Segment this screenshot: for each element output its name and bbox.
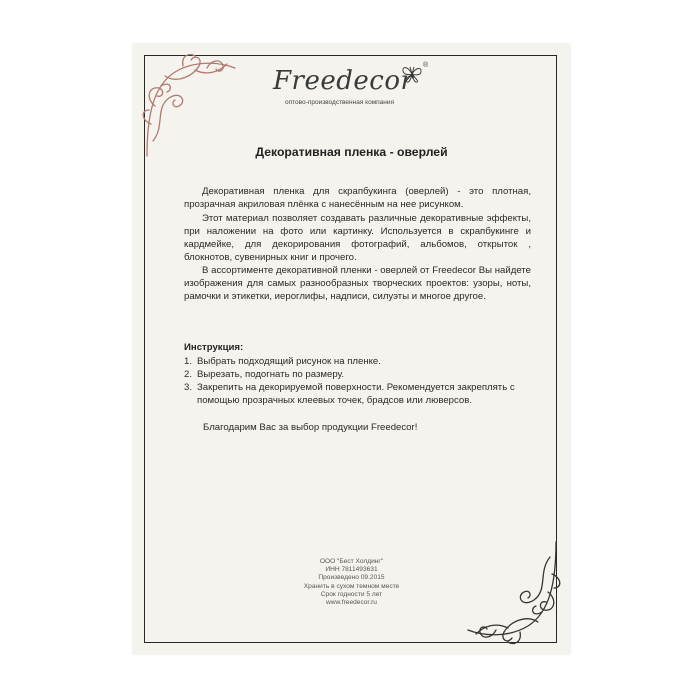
logo-tagline: оптово-производственная компания bbox=[285, 99, 395, 106]
step-number: 3. bbox=[184, 382, 193, 393]
instruction-step bbox=[184, 355, 544, 368]
leaflet-sheet bbox=[133, 44, 570, 654]
description-paragraph bbox=[184, 212, 531, 264]
thank-you-note: Благодарим Вас за выбор продукции Freedecor! bbox=[203, 422, 418, 433]
instruction-step bbox=[184, 368, 544, 381]
description-paragraph bbox=[184, 185, 531, 211]
registered-mark: ® bbox=[423, 62, 429, 69]
brand-logo bbox=[273, 62, 443, 114]
step-text: Вырезать, подогнать по размеру. bbox=[197, 369, 345, 380]
step-number: 2. bbox=[184, 369, 193, 380]
description-paragraph bbox=[184, 264, 531, 303]
tax-id: ИНН 7811493631 bbox=[325, 566, 378, 574]
production-date: Произведено 09.2015 bbox=[318, 574, 385, 582]
instructions-heading: Инструкция: bbox=[184, 342, 244, 353]
page-title: Декоративная пленка - оверлей bbox=[255, 145, 448, 159]
website: www.freedecor.ru bbox=[326, 599, 377, 607]
paragraph-text: В ассортименте декоративной пленки - оверлей от Freedecor Вы найдете изображения для самых разнообразных творческих проектов: узоры, ноты, рамочки и этикетки, иероглифы, надписи, силуэты и многое другое. bbox=[184, 265, 531, 302]
step-text: Выбрать подходящий рисунок на пленке. bbox=[197, 356, 381, 367]
butterfly-icon bbox=[401, 64, 423, 84]
storage-note: Хранить в сухом темном месте bbox=[303, 582, 400, 590]
step-number: 1. bbox=[184, 356, 193, 367]
company-name: ООО "Бест Холдинг" bbox=[319, 558, 384, 565]
paragraph-text: Этот материал позволяет создавать различные декоративные эффекты, при наложении на фото или картинку. Используется в скрапбукинге и кардмейке, для декорирования фотографий, альбомов, открыток , блокнотов, сувенирных книг и прочего. bbox=[184, 213, 531, 263]
step-text: Закрепить на декорируемой поверхности. Рекомендуется закреплять с помощью прозрачных клеевых точек, брадсов или люверсов. bbox=[197, 382, 515, 406]
manufacturer-info bbox=[133, 558, 570, 607]
logo-wordmark: Freedecor bbox=[273, 66, 414, 96]
instruction-step bbox=[184, 381, 544, 407]
paragraph-text: Декоративная пленка для скрапбукинга (оверлей) - это плотная, прозрачная акриловая плёнка с нанесённым на нее рисунком. bbox=[184, 186, 531, 210]
instructions-list bbox=[184, 355, 544, 407]
shelf-life: Срок годности 5 лет bbox=[320, 590, 383, 598]
